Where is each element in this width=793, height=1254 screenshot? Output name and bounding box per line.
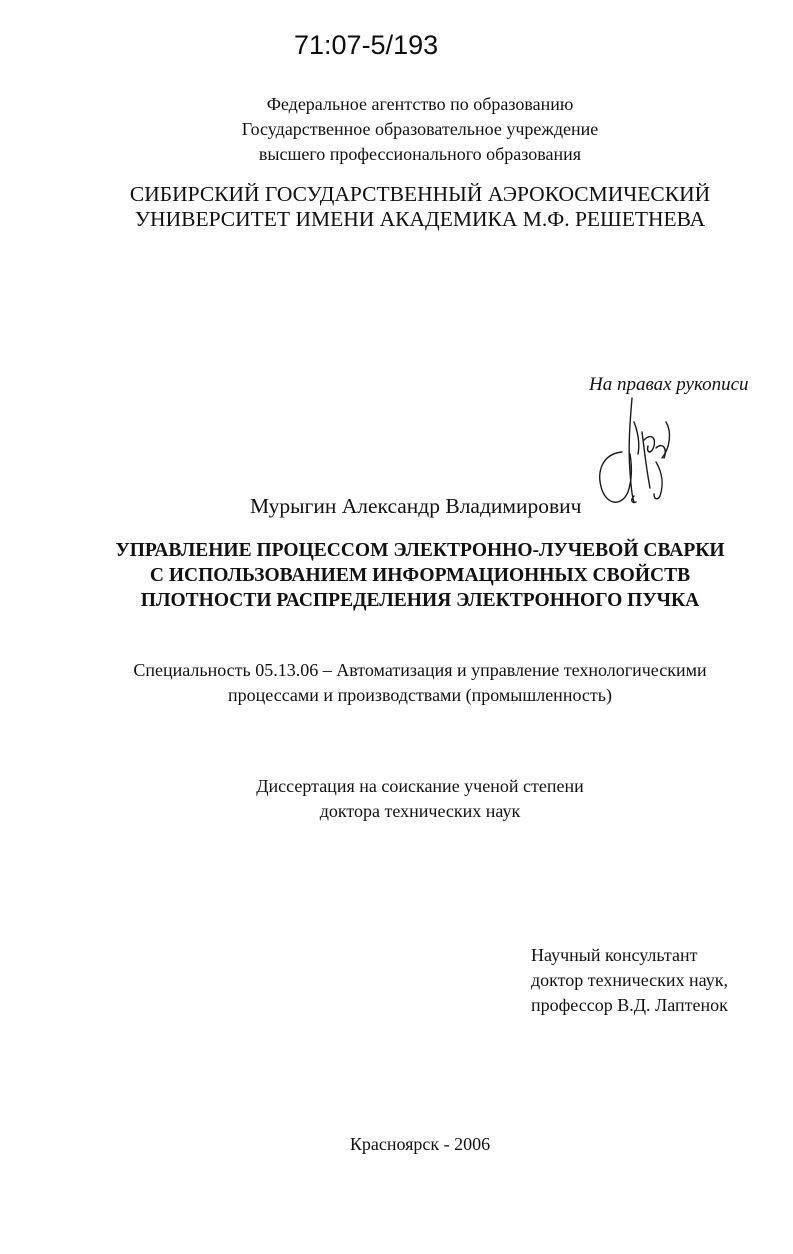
agency-line: Государственное образовательное учреждение — [241, 119, 599, 139]
title-line: С ИСПОЛЬЗОВАНИЕМ ИНФОРМАЦИОННЫХ СВОЙСТВ — [149, 565, 691, 586]
title-line: ПЛОТНОСТИ РАСПРЕДЕЛЕНИЯ ЭЛЕКТРОННОГО ПУЧКА — [140, 590, 700, 611]
thesis-title — [60, 538, 780, 613]
city-year: Красноярск - 2006 — [349, 1134, 491, 1154]
agency-line: Федеральное агентство по образованию — [266, 94, 574, 114]
dissertation-line: Диссертация на соискание ученой степени — [256, 776, 584, 796]
specialty — [60, 658, 780, 708]
agency-block — [120, 92, 720, 167]
agency-line: высшего профессионального образования — [258, 144, 582, 164]
specialty-line: Специальность 05.13.06 – Автоматизация и управление технологическими — [133, 660, 707, 680]
university-line: УНИВЕРСИТЕТ ИМЕНИ АКАДЕМИКА М.Ф. РЕШЕТНЕВА — [134, 207, 706, 231]
title-line: УПРАВЛЕНИЕ ПРОЦЕССОМ ЭЛЕКТРОННО-ЛУЧЕВОЙ СВАРКИ — [115, 540, 725, 561]
consultant-line: профессор В.Д. Лаптенок — [531, 995, 728, 1015]
author-name: Мурыгин Александр Владимирович — [250, 494, 582, 518]
university-line: СИБИРСКИЙ ГОСУДАРСТВЕННЫЙ АЭРОКОСМИЧЕСКИЙ — [129, 182, 711, 206]
specialty-line: процессами и производствами (промышленность) — [228, 685, 612, 705]
consultant-line: доктор технических наук, — [531, 970, 728, 990]
university-name — [60, 182, 780, 232]
consultant-line: Научный консультант — [531, 945, 698, 965]
scientific-consultant — [531, 943, 728, 1018]
archive-code: 71:07-5/193 — [294, 30, 439, 60]
dissertation-statement — [120, 774, 720, 824]
rights-note: На правах рукописи — [589, 374, 749, 395]
handwritten-signature — [592, 392, 712, 510]
dissertation-line: доктора технических наук — [319, 801, 521, 821]
